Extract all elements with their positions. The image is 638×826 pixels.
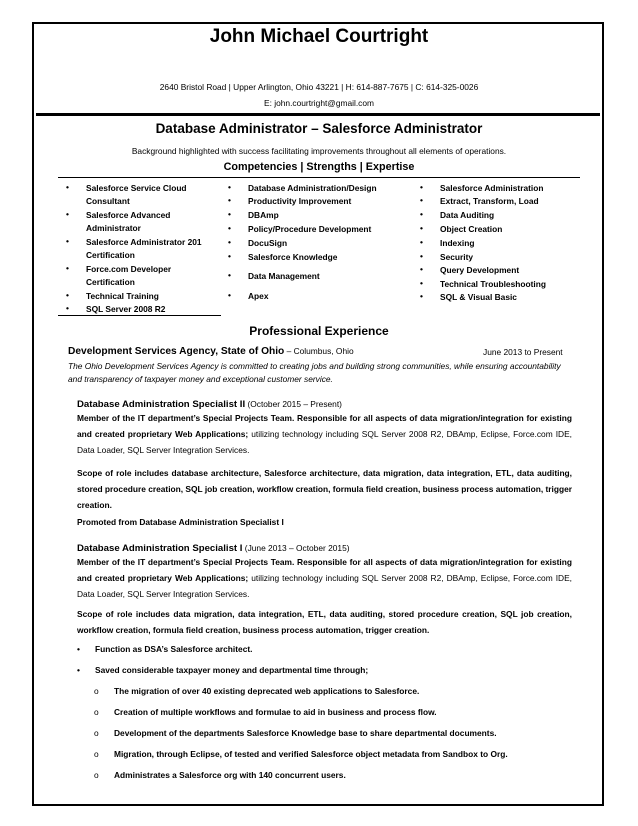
competencies-bottom-rule-left [58, 315, 221, 316]
header-divider [36, 113, 600, 116]
role-1-paragraph-1: Member of the IT department’s Special Projects Team. Responsible for all aspects of data migration/integration for existing and created proprietary Web Applications; utilizing technology including SQL Server 2008 R2, DBAmp, Eclipse, Force.com IDE, Data Loader, SQL Server Integration Services. [77, 413, 572, 455]
summary: Background highlighted with success facilitating improvements throughout all elements of operations. [131, 146, 507, 156]
contact-address: 2640 Bristol Road | Upper Arlington, Ohio 43221 | H: 614-887-7675 | C: 614-325-0026 [159, 82, 479, 92]
job-dates-role-1: (October 2015 – Present) [245, 399, 342, 409]
role-2-paragraph-1: Member of the IT department’s Special Projects Team. Responsible for all aspects of data migration/integration for existing and created proprietary Web Applications; utilizing technology including SQL Server 2008 R2, DBAmp, Eclipse, Force.com IDE, Data Loader, SQL Server Integration Services. [77, 557, 572, 599]
achievement-sub-bullet: o Migration, through Eclipse, of tested and verified Salesforce object metadata from Sandbox to Org. [94, 749, 508, 759]
resume-title: Database Administrator – Salesforce Administrator [155, 121, 483, 136]
achievement-bullet: • Saved considerable taxpayer money and departmental time through; [77, 665, 369, 675]
competencies-top-rule [58, 177, 580, 178]
competencies-heading: Competencies | Strengths | Expertise [223, 161, 415, 173]
achievement-sub-bullet: o The migration of over 40 existing deprecated web applications to Salesforce. [94, 686, 420, 696]
experience-heading: Professional Experience [249, 324, 389, 338]
employer-name: Development Services Agency, State of Ohio [68, 346, 285, 357]
job-dates-role-2: (June 2013 – October 2015) [242, 543, 350, 553]
achievement-sub-bullet: o Creation of multiple workflows and formulae to aid in business and process flow. [94, 707, 437, 717]
role-1-paragraph-2: Scope of role includes database architecture, Salesforce architecture, data migration, data integration, ETL, data auditing, stored procedure creation, SQL job creation, workflow creation, formula field creation, business process automation, trigger creation. [77, 468, 573, 510]
employer-location: – Columbus, Ohio [284, 346, 354, 356]
contact-email: E: john.courtright@gmail.com [264, 98, 374, 108]
resume-name: John Michael Courtright [209, 26, 429, 47]
competencies-column-2: • Database Administration/Design • Productivity Improvement • DBAmp • Policy/Procedure Development • DocuSign • Salesforce Knowledge • Data Management • Apex [228, 182, 377, 301]
employer-description: The Ohio Development Services Agency is committed to creating jobs and building strong communities, while ensuring accountability and transparency of taxpayer money and exceptional customer service. [68, 361, 561, 384]
job-title-role-2: Database Administration Specialist I (June 2013 – October 2015) [77, 543, 350, 554]
achievement-bullet: • Function as DSA’s Salesforce architect. [77, 644, 253, 654]
job-title-role-1: Database Administration Specialist II (October 2015 – Present) [77, 399, 342, 410]
achievement-sub-bullet: o Administrates a Salesforce org with 140 concurrent users. [94, 770, 346, 780]
achievement-sub-bullet: o Development of the departments Salesforce Knowledge base to share departmental documents. [94, 728, 497, 738]
promotion-note: Promoted from Database Administration Specialist I [77, 517, 284, 527]
role-2-paragraph-2: Scope of role includes data migration, data integration, ETL, data auditing, stored procedure creation, SQL job creation, workflow creation, formula field creation, business process automation, trigger creation. [77, 609, 572, 635]
competencies-column-3: • Salesforce Administration • Extract, Transform, Load • Data Auditing • Object Creation • Indexing • Security • Query Development • Technical Troubleshooting • SQL & Visual Basic [420, 182, 546, 302]
competencies-column-1: • Salesforce Service Cloud Consultant • Salesforce Advanced Administrator • Salesforce Administrator 201 Certification • Force.com Developer Certification • Technical Training • SQL Server 2008 R2 [66, 182, 202, 314]
employer-line [68, 346, 354, 357]
employment-dates: June 2013 to Present [483, 347, 563, 357]
